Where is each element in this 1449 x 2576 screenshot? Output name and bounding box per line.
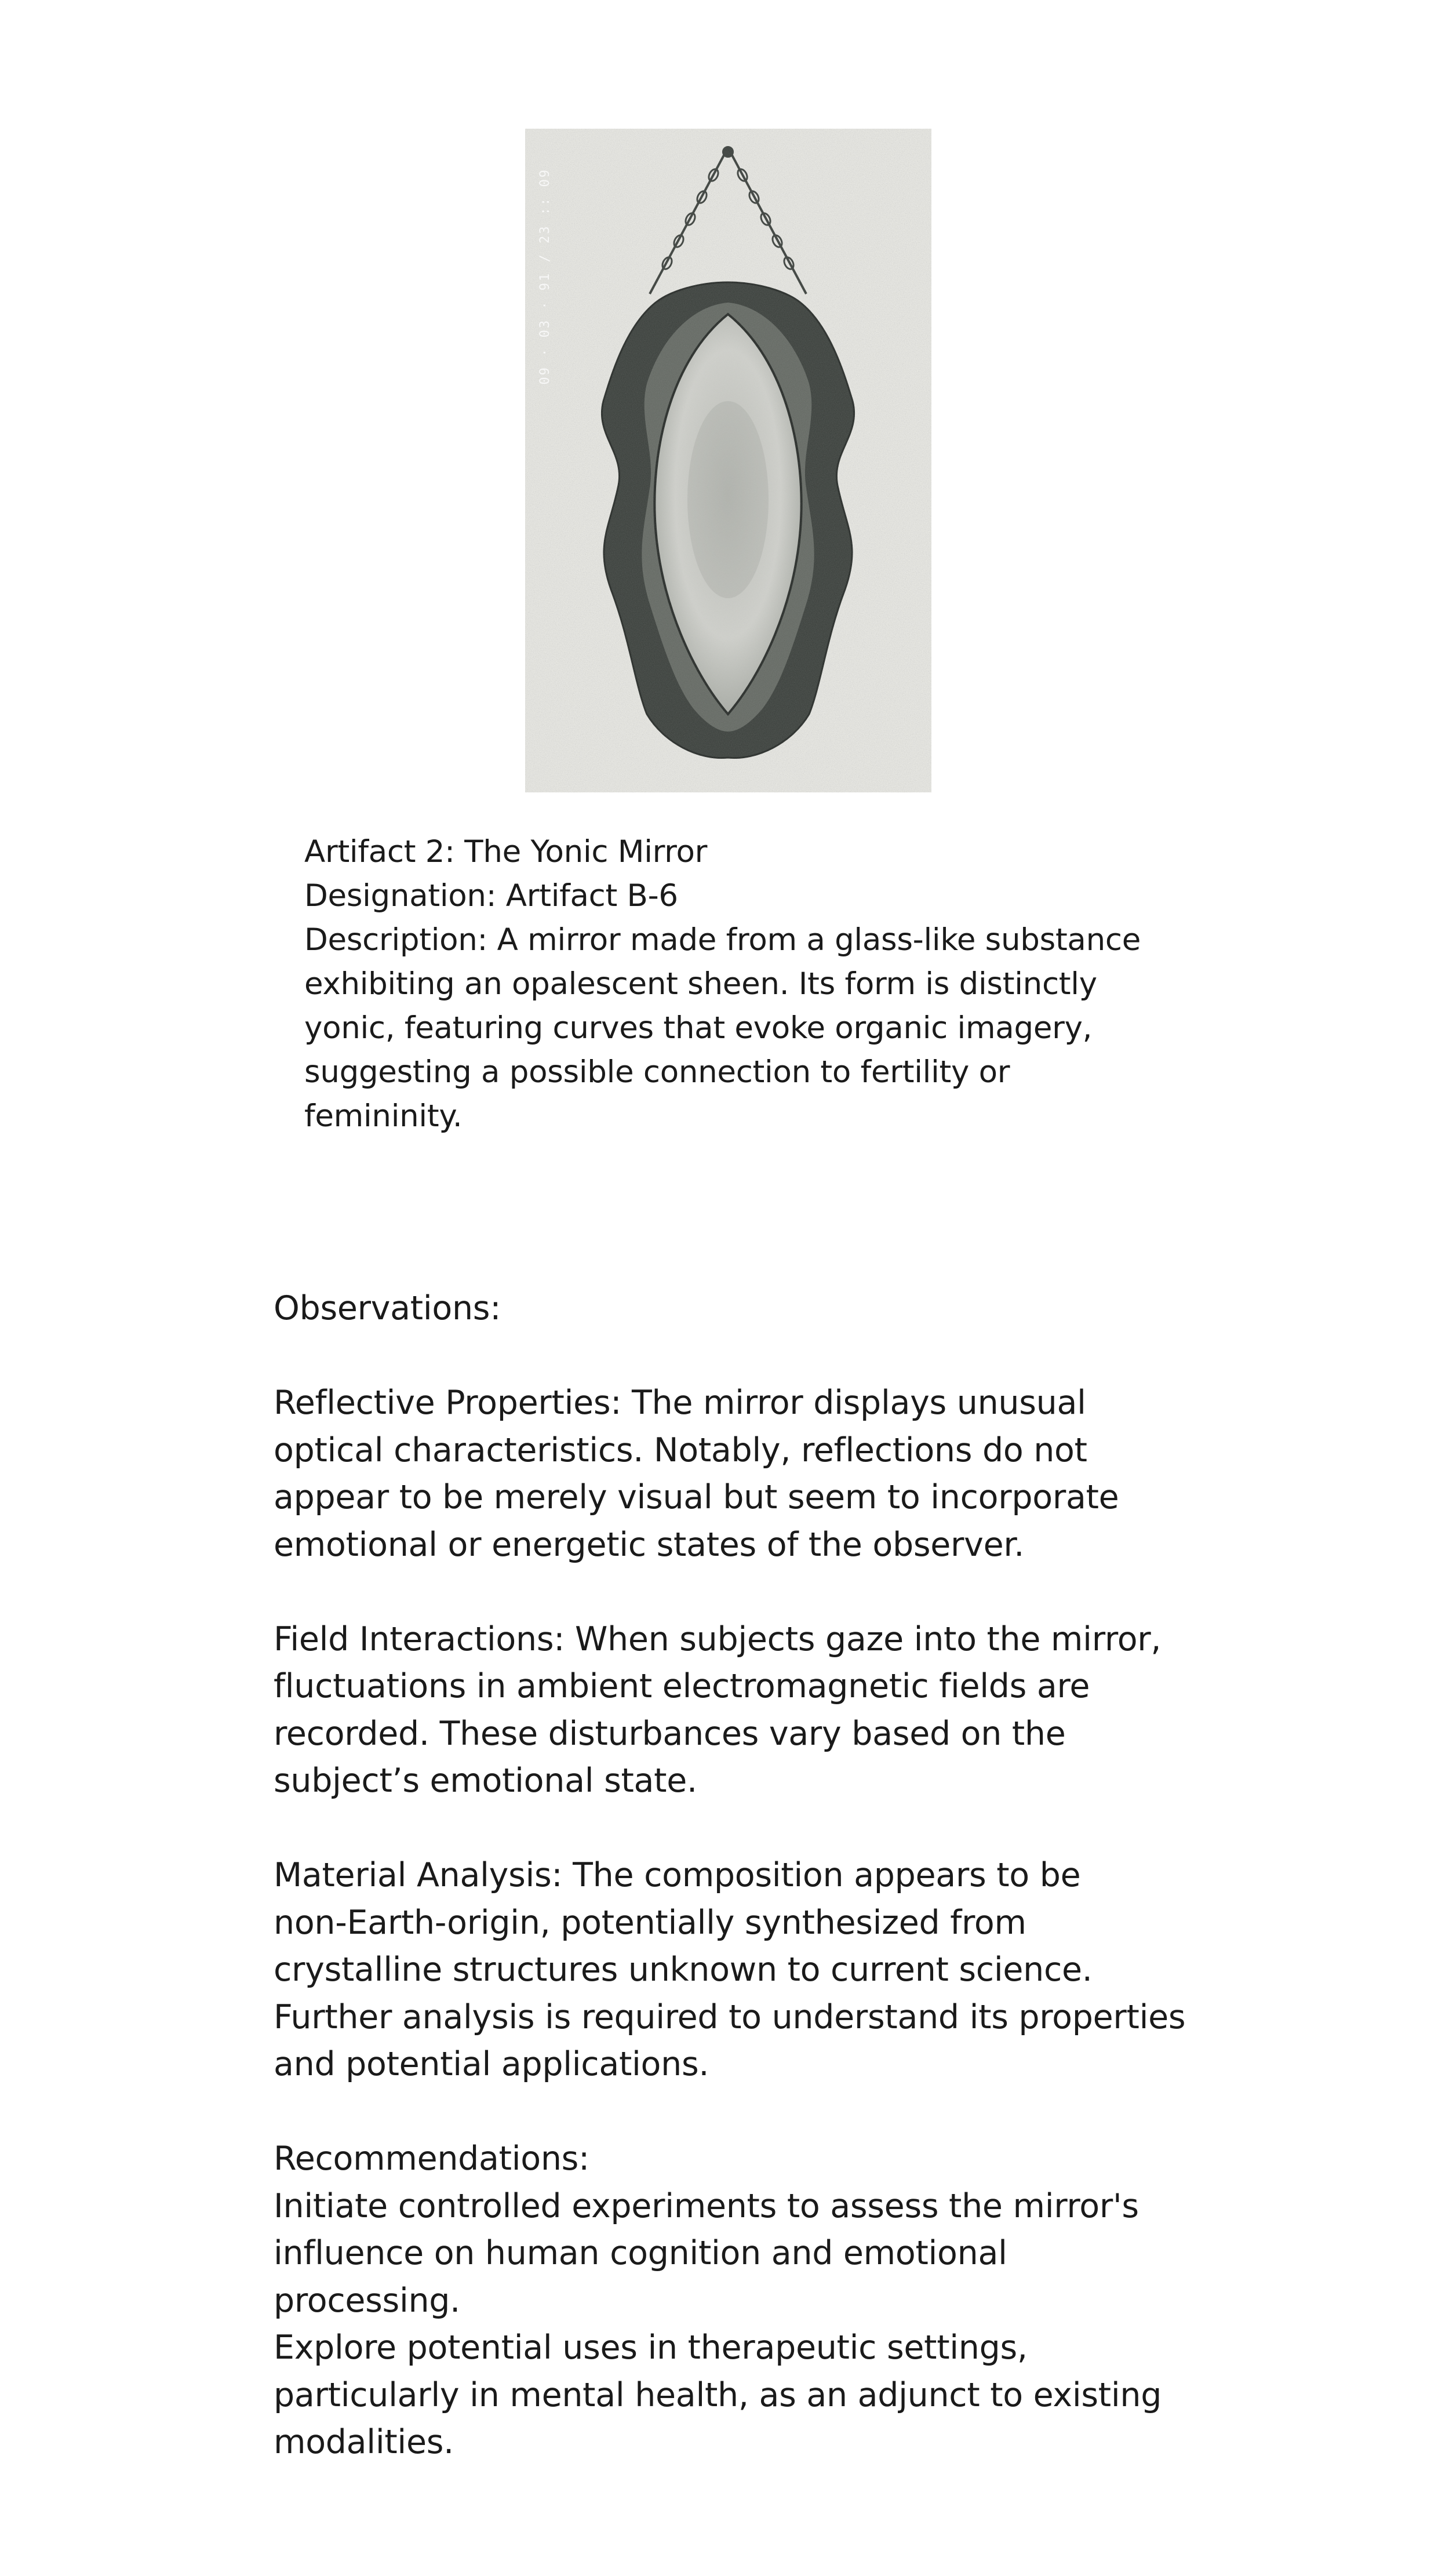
description-line: Description: A mirror made from a glass-like substance <box>304 922 1141 958</box>
yonic-mirror-drawing <box>525 129 931 792</box>
field-interactions-line: recorded. These disturbances vary based on the <box>274 1714 1066 1753</box>
description-line: yonic, featuring curves that evoke organic imagery, <box>304 1010 1093 1046</box>
material-analysis-line: Material Analysis: The composition appears to be <box>274 1856 1081 1894</box>
spacer <box>274 1333 1259 1380</box>
recommendation-line: modalities. <box>274 2423 454 2461</box>
observations-report <box>274 1285 1259 2466</box>
material-analysis-line: crystalline structures unknown to current science. <box>274 1951 1093 1989</box>
reflective-properties-line: optical characteristics. Notably, reflections do not <box>274 1431 1087 1469</box>
recommendation-line: Explore potential uses in therapeutic settings, <box>274 2328 1028 2367</box>
field-interactions-line: subject’s emotional state. <box>274 1762 697 1800</box>
artifact-caption <box>304 830 1185 1138</box>
description-line: femininity. <box>304 1098 463 1134</box>
material-analysis-line: Further analysis is required to understand its properties <box>274 1998 1186 2036</box>
recommendation-line: influence on human cognition and emotional <box>274 2234 1007 2272</box>
spacer <box>274 1569 1259 1616</box>
recommendation-line: processing. <box>274 2281 461 2320</box>
stipple-overlay <box>525 129 931 792</box>
material-analysis-line: and potential applications. <box>274 2045 709 2083</box>
field-interactions-line: Field Interactions: When subjects gaze into the mirror, <box>274 1620 1162 1658</box>
catalog-stamp: 09 · 03 · 91 / 23 :: 09 <box>538 168 552 385</box>
recommendations-heading: Recommendations: <box>274 2140 589 2178</box>
spacer <box>274 2089 1259 2136</box>
recommendation-line: particularly in mental health, as an adjunct to existing <box>274 2375 1162 2414</box>
observations-heading: Observations: <box>274 1289 501 1327</box>
description-line: exhibiting an opalescent sheen. Its form is distinctly <box>304 966 1097 1002</box>
material-analysis-line: non-Earth-origin, potentially synthesized from <box>274 1903 1026 1942</box>
recommendation-line: Initiate controlled experiments to assess the mirror's <box>274 2186 1139 2225</box>
description-line: suggesting a possible connection to fertility or <box>304 1054 1010 1090</box>
spacer <box>274 1805 1259 1853</box>
artifact-designation: Designation: Artifact B-6 <box>304 878 678 914</box>
reflective-properties-line: appear to be merely visual but seem to incorporate <box>274 1478 1119 1516</box>
field-interactions-line: fluctuations in ambient electromagnetic fields are <box>274 1667 1090 1705</box>
artifact-title: Artifact 2: The Yonic Mirror <box>304 834 708 869</box>
reflective-properties-line: Reflective Properties: The mirror displays unusual <box>274 1384 1086 1422</box>
reflective-properties-line: emotional or energetic states of the observer. <box>274 1525 1025 1564</box>
artifact-illustration <box>525 129 931 792</box>
